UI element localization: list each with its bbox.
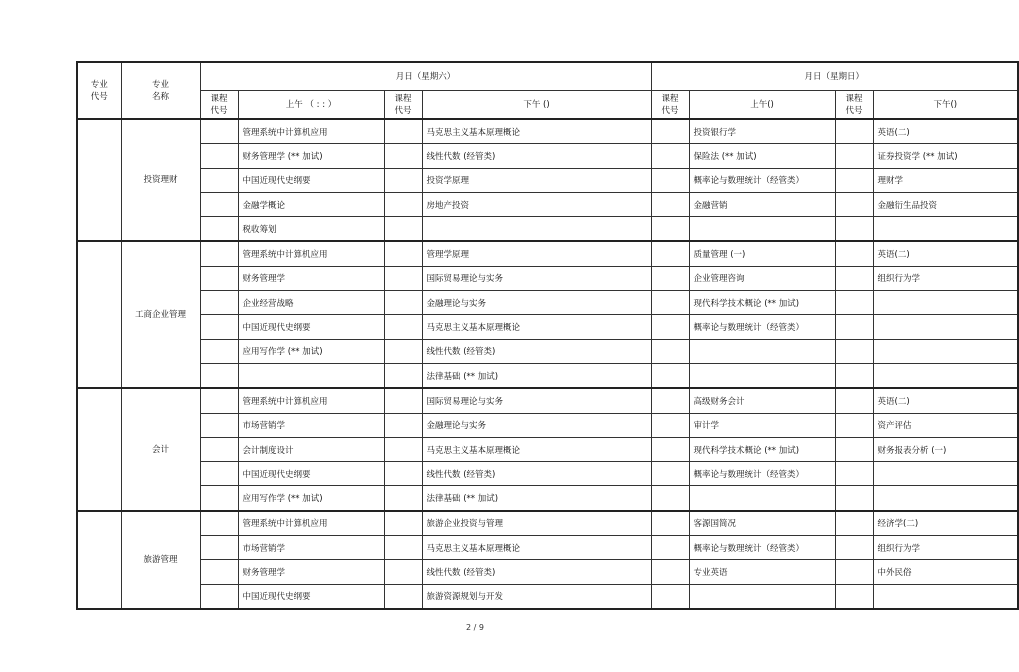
course-code-cell (651, 560, 689, 584)
course-code-cell (384, 168, 422, 192)
table-row (77, 462, 1018, 486)
course-name-cell: 税收筹划 (238, 217, 384, 242)
major-name-cell: 投资理财 (121, 119, 200, 241)
course-code-cell (835, 363, 873, 388)
course-name-cell: 中国近现代史纲要 (238, 584, 384, 609)
course-code-cell (835, 584, 873, 609)
course-name-cell (689, 339, 835, 363)
header-sun-pm: 下午() (873, 91, 1018, 120)
course-code-cell (835, 168, 873, 192)
table-row (77, 144, 1018, 168)
course-code-cell (651, 462, 689, 486)
course-name-cell: 高级财务会计 (689, 388, 835, 413)
course-name-cell: 金融理论与实务 (422, 291, 651, 315)
course-code-cell (835, 266, 873, 290)
course-name-cell: 现代科学技术概论 (** 加试) (689, 437, 835, 461)
header-course-code: 课程 代号 (835, 91, 873, 120)
course-name-cell: 证券投资学 (** 加试) (873, 144, 1018, 168)
header-row-sessions (77, 91, 1018, 120)
course-name-cell: 管理学原理 (422, 241, 651, 266)
course-name-cell: 法律基础 (** 加试) (422, 363, 651, 388)
course-code-cell (384, 192, 422, 216)
course-name-cell: 金融营销 (689, 192, 835, 216)
table-row (77, 119, 1018, 144)
course-name-cell (873, 462, 1018, 486)
header-course-code: 课程 代号 (384, 91, 422, 120)
table-row (77, 266, 1018, 290)
header-sun-am: 上午() (689, 91, 835, 120)
course-code-cell (651, 168, 689, 192)
course-name-cell: 应用写作学 (** 加试) (238, 486, 384, 511)
course-name-cell: 旅游企业投资与管理 (422, 511, 651, 536)
course-name-cell: 概率论与数理统计（经管类） (689, 536, 835, 560)
table-row (77, 168, 1018, 192)
course-code-cell (200, 144, 238, 168)
course-code-cell (200, 192, 238, 216)
course-code-cell (200, 339, 238, 363)
course-code-cell (835, 486, 873, 511)
course-name-cell (689, 217, 835, 242)
major-code-cell (77, 119, 121, 241)
table-row (77, 536, 1018, 560)
course-name-cell: 理财学 (873, 168, 1018, 192)
course-code-cell (200, 388, 238, 413)
course-code-cell (651, 437, 689, 461)
course-code-cell (651, 486, 689, 511)
course-code-cell (651, 339, 689, 363)
course-code-cell (651, 217, 689, 242)
course-code-cell (651, 144, 689, 168)
course-code-cell (835, 119, 873, 144)
course-code-cell (200, 119, 238, 144)
table-row (77, 413, 1018, 437)
course-name-cell: 财务管理学 (238, 560, 384, 584)
table-row (77, 339, 1018, 363)
course-code-cell (384, 388, 422, 413)
course-name-cell: 线性代数 (经管类) (422, 560, 651, 584)
course-name-cell (238, 363, 384, 388)
course-code-cell (384, 486, 422, 511)
course-code-cell (835, 560, 873, 584)
table-row (77, 315, 1018, 339)
course-name-cell: 国际贸易理论与实务 (422, 388, 651, 413)
header-sat-am: 上午 （ : : ） (238, 91, 384, 120)
course-name-cell: 质量管理 (一) (689, 241, 835, 266)
course-name-cell: 组织行为学 (873, 536, 1018, 560)
course-name-cell: 房地产投资 (422, 192, 651, 216)
major-code-cell (77, 388, 121, 510)
course-name-cell: 金融理论与实务 (422, 413, 651, 437)
course-code-cell (200, 486, 238, 511)
course-code-cell (651, 363, 689, 388)
table-row (77, 217, 1018, 242)
course-name-cell: 企业管理咨询 (689, 266, 835, 290)
course-code-cell (651, 119, 689, 144)
course-code-cell (200, 168, 238, 192)
major-code-cell (77, 241, 121, 388)
course-code-cell (384, 536, 422, 560)
course-code-cell (200, 511, 238, 536)
course-name-cell: 管理系统中计算机应用 (238, 511, 384, 536)
major-name-cell: 工商企业管理 (121, 241, 200, 388)
course-name-cell: 国际贸易理论与实务 (422, 266, 651, 290)
course-name-cell: 保险法 (** 加试) (689, 144, 835, 168)
course-code-cell (384, 266, 422, 290)
table-row (77, 291, 1018, 315)
course-code-cell (835, 192, 873, 216)
course-code-cell (384, 584, 422, 609)
course-code-cell (835, 413, 873, 437)
course-name-cell: 组织行为学 (873, 266, 1018, 290)
course-code-cell (651, 388, 689, 413)
course-name-cell: 马克思主义基本原理概论 (422, 536, 651, 560)
table-row (77, 192, 1018, 216)
course-name-cell: 审计学 (689, 413, 835, 437)
course-code-cell (384, 413, 422, 437)
course-name-cell: 英语(二) (873, 119, 1018, 144)
course-name-cell: 法律基础 (** 加试) (422, 486, 651, 511)
course-code-cell (835, 217, 873, 242)
course-name-cell (689, 584, 835, 609)
course-name-cell: 现代科学技术概论 (** 加试) (689, 291, 835, 315)
course-name-cell: 财务报表分析 (一) (873, 437, 1018, 461)
course-code-cell (651, 413, 689, 437)
course-code-cell (651, 291, 689, 315)
exam-schedule-table (76, 61, 1019, 610)
course-name-cell: 市场营销学 (238, 413, 384, 437)
course-code-cell (835, 339, 873, 363)
course-name-cell: 管理系统中计算机应用 (238, 388, 384, 413)
table-row (77, 241, 1018, 266)
course-name-cell: 金融学概论 (238, 192, 384, 216)
course-name-cell: 客源国简况 (689, 511, 835, 536)
course-name-cell: 英语(二) (873, 241, 1018, 266)
course-name-cell: 马克思主义基本原理概论 (422, 119, 651, 144)
course-code-cell (384, 119, 422, 144)
course-name-cell (689, 486, 835, 511)
course-code-cell (200, 363, 238, 388)
course-name-cell: 概率论与数理统计（经管类） (689, 315, 835, 339)
course-code-cell (384, 217, 422, 242)
course-code-cell (835, 536, 873, 560)
course-code-cell (384, 462, 422, 486)
table-row (77, 486, 1018, 511)
header-saturday-date: 月日（星期六） (200, 62, 651, 91)
course-code-cell (384, 363, 422, 388)
course-name-cell (689, 363, 835, 388)
course-code-cell (835, 511, 873, 536)
course-name-cell: 旅游资源规划与开发 (422, 584, 651, 609)
course-code-cell (651, 192, 689, 216)
course-code-cell (200, 536, 238, 560)
course-code-cell (835, 388, 873, 413)
course-code-cell (835, 437, 873, 461)
course-name-cell: 线性代数 (经管类) (422, 144, 651, 168)
course-name-cell: 线性代数 (经管类) (422, 462, 651, 486)
table-row (77, 437, 1018, 461)
course-name-cell: 投资银行学 (689, 119, 835, 144)
table-row (77, 363, 1018, 388)
course-code-cell (200, 241, 238, 266)
course-code-cell (651, 266, 689, 290)
major-name-cell: 会计 (121, 388, 200, 510)
course-code-cell (384, 560, 422, 584)
table-row (77, 560, 1018, 584)
course-code-cell (384, 511, 422, 536)
header-major-code: 专业 代号 (77, 62, 121, 119)
header-sunday-date: 月日（星期日） (651, 62, 1018, 91)
course-name-cell: 英语(二) (873, 388, 1018, 413)
course-name-cell (873, 315, 1018, 339)
course-name-cell: 中国近现代史纲要 (238, 462, 384, 486)
page-number: 2 / 9 (466, 623, 484, 632)
major-name-cell: 旅游管理 (121, 511, 200, 609)
header-sat-pm: 下午 () (422, 91, 651, 120)
course-code-cell (835, 315, 873, 339)
course-name-cell: 财务管理学 (238, 266, 384, 290)
course-name-cell (873, 486, 1018, 511)
course-name-cell: 专业英语 (689, 560, 835, 584)
course-code-cell (200, 266, 238, 290)
course-name-cell (873, 339, 1018, 363)
course-name-cell: 管理系统中计算机应用 (238, 119, 384, 144)
course-code-cell (835, 462, 873, 486)
course-name-cell: 概率论与数理统计（经管类） (689, 168, 835, 192)
course-code-cell (835, 291, 873, 315)
course-code-cell (200, 413, 238, 437)
course-code-cell (651, 584, 689, 609)
course-name-cell (873, 584, 1018, 609)
course-name-cell: 资产评估 (873, 413, 1018, 437)
course-code-cell (200, 462, 238, 486)
major-code-cell (77, 511, 121, 609)
course-code-cell (651, 536, 689, 560)
course-code-cell (200, 437, 238, 461)
course-name-cell: 应用写作学 (** 加试) (238, 339, 384, 363)
schedule-body (77, 119, 1018, 609)
course-code-cell (384, 241, 422, 266)
course-code-cell (384, 339, 422, 363)
course-code-cell (835, 144, 873, 168)
course-name-cell: 经济学(二) (873, 511, 1018, 536)
course-name-cell: 马克思主义基本原理概论 (422, 315, 651, 339)
course-name-cell: 管理系统中计算机应用 (238, 241, 384, 266)
course-code-cell (200, 560, 238, 584)
course-name-cell (873, 363, 1018, 388)
course-code-cell (384, 144, 422, 168)
course-name-cell (873, 217, 1018, 242)
course-code-cell (200, 217, 238, 242)
course-name-cell: 中国近现代史纲要 (238, 315, 384, 339)
header-row-dates (77, 62, 1018, 91)
header-major-name: 专业 名称 (121, 62, 200, 119)
course-name-cell (422, 217, 651, 242)
course-code-cell (384, 315, 422, 339)
course-name-cell: 财务管理学 (** 加试) (238, 144, 384, 168)
course-name-cell: 会计制度设计 (238, 437, 384, 461)
course-name-cell: 金融衍生品投资 (873, 192, 1018, 216)
course-name-cell: 线性代数 (经管类) (422, 339, 651, 363)
course-name-cell: 马克思主义基本原理概论 (422, 437, 651, 461)
course-code-cell (651, 315, 689, 339)
table-row (77, 388, 1018, 413)
header-course-code: 课程 代号 (651, 91, 689, 120)
course-name-cell: 市场营销学 (238, 536, 384, 560)
course-code-cell (651, 241, 689, 266)
course-code-cell (384, 437, 422, 461)
course-name-cell: 概率论与数理统计（经管类） (689, 462, 835, 486)
table-row (77, 511, 1018, 536)
course-name-cell (873, 291, 1018, 315)
course-code-cell (835, 241, 873, 266)
course-name-cell: 中国近现代史纲要 (238, 168, 384, 192)
course-name-cell: 中外民俗 (873, 560, 1018, 584)
header-course-code: 课程 代号 (200, 91, 238, 120)
course-code-cell (200, 291, 238, 315)
course-code-cell (651, 511, 689, 536)
table-row (77, 584, 1018, 609)
course-name-cell: 投资学原理 (422, 168, 651, 192)
course-code-cell (200, 315, 238, 339)
course-name-cell: 企业经营战略 (238, 291, 384, 315)
course-code-cell (384, 291, 422, 315)
course-code-cell (200, 584, 238, 609)
